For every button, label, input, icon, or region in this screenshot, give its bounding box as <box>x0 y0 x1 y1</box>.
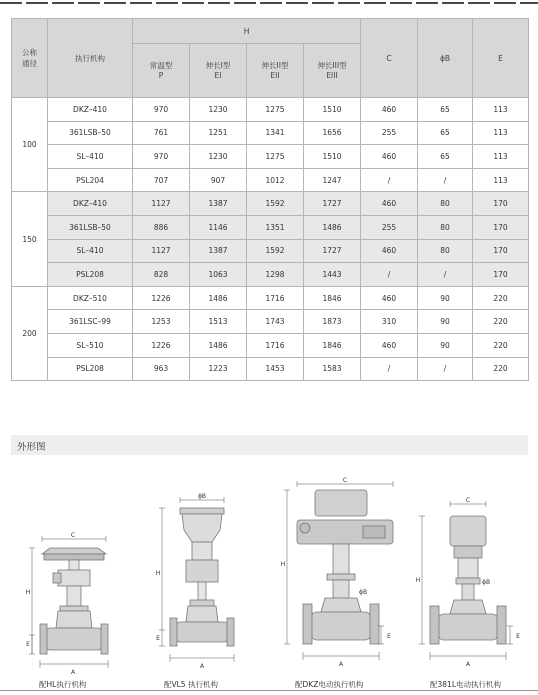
value-cell: 1341 <box>247 121 304 145</box>
value-cell: 1443 <box>304 263 361 287</box>
table-row <box>12 192 529 216</box>
dim-label-h: H <box>155 570 161 577</box>
dim-label-c: C <box>342 477 348 484</box>
value-cell: 170 <box>473 263 529 287</box>
value-cell: 1251 <box>190 121 247 145</box>
value-cell: 1453 <box>247 357 304 381</box>
value-cell: / <box>361 357 418 381</box>
top-rule <box>0 0 538 6</box>
value-cell: 1127 <box>133 239 190 263</box>
value-cell: 1146 <box>190 215 247 239</box>
value-cell: 1223 <box>190 357 247 381</box>
value-cell: 1656 <box>304 121 361 145</box>
dim-label-e: E <box>516 633 520 640</box>
table-row <box>12 357 529 381</box>
value-cell: 970 <box>133 145 190 169</box>
actuator-cell: 361LSC–99 <box>48 310 133 334</box>
table-group-150 <box>12 192 529 286</box>
table-row <box>12 333 529 357</box>
dim-label-a: A <box>199 663 205 670</box>
value-cell: 1298 <box>247 263 304 287</box>
dim-label-h: H <box>280 561 286 568</box>
actuator-cell: PSL208 <box>48 357 133 381</box>
header-B: ϕB <box>418 19 473 98</box>
table-row <box>12 239 529 263</box>
value-cell: 970 <box>133 98 190 122</box>
diameter-cell: 100 <box>12 98 48 192</box>
value-cell: 170 <box>473 239 529 263</box>
figure-381l-actuator <box>412 490 532 676</box>
value-cell: 1486 <box>304 215 361 239</box>
header-h-eiii: 伸长III型 EIII <box>304 44 361 98</box>
header-h-p: 常温型 P <box>133 44 190 98</box>
diameter-cell: 150 <box>12 192 48 286</box>
dim-label-a: A <box>465 661 471 668</box>
value-cell: 113 <box>473 145 529 169</box>
value-cell: 1253 <box>133 310 190 334</box>
value-cell: 80 <box>418 192 473 216</box>
value-cell: 1127 <box>133 192 190 216</box>
table-group-200 <box>12 286 529 380</box>
value-cell: 460 <box>361 192 418 216</box>
value-cell: 220 <box>473 333 529 357</box>
value-cell: 65 <box>418 145 473 169</box>
figure-vl5-actuator <box>150 490 250 676</box>
value-cell: 886 <box>133 215 190 239</box>
actuator-cell: PSL208 <box>48 263 133 287</box>
value-cell: 90 <box>418 310 473 334</box>
value-cell: 1510 <box>304 98 361 122</box>
value-cell: 170 <box>473 192 529 216</box>
value-cell: 1230 <box>190 98 247 122</box>
dim-label-b: ϕB <box>482 579 491 586</box>
value-cell: 65 <box>418 98 473 122</box>
actuator-cell: DKZ–410 <box>48 98 133 122</box>
actuator-cell: PSL204 <box>48 168 133 192</box>
value-cell: 1592 <box>247 192 304 216</box>
value-cell: / <box>361 168 418 192</box>
header-C: C <box>361 19 418 98</box>
bottom-rule <box>0 690 538 691</box>
dim-label-h: H <box>25 589 31 596</box>
value-cell: / <box>418 263 473 287</box>
value-cell: 80 <box>418 215 473 239</box>
value-cell: 1226 <box>133 333 190 357</box>
value-cell: 220 <box>473 286 529 310</box>
value-cell: 761 <box>133 121 190 145</box>
value-cell: 460 <box>361 333 418 357</box>
table-row <box>12 286 529 310</box>
value-cell: 1873 <box>304 310 361 334</box>
value-cell: 460 <box>361 239 418 263</box>
figure-dkz-actuator <box>275 476 405 676</box>
actuator-cell: DKZ–410 <box>48 192 133 216</box>
value-cell: / <box>418 168 473 192</box>
table-row <box>12 145 529 169</box>
table-row <box>12 215 529 239</box>
table-row <box>12 263 529 287</box>
actuator-cell: SL–510 <box>48 333 133 357</box>
value-cell: 460 <box>361 98 418 122</box>
caption-vl5: 配VL5 执行机构 <box>164 680 218 689</box>
actuator-cell: 361LSB–50 <box>48 215 133 239</box>
section-title: 外形图 <box>17 442 46 453</box>
value-cell: 1387 <box>190 192 247 216</box>
value-cell: 907 <box>190 168 247 192</box>
actuator-cell: SL–410 <box>48 239 133 263</box>
value-cell: 90 <box>418 286 473 310</box>
value-cell: 1716 <box>247 286 304 310</box>
value-cell: 1351 <box>247 215 304 239</box>
header-diameter: 公称 通径 <box>12 19 48 98</box>
actuator-cell: SL–410 <box>48 145 133 169</box>
value-cell: 1012 <box>247 168 304 192</box>
value-cell: 220 <box>473 310 529 334</box>
table-row <box>12 168 529 192</box>
value-cell: 828 <box>133 263 190 287</box>
value-cell: 460 <box>361 145 418 169</box>
value-cell: 90 <box>418 333 473 357</box>
dim-label-e: E <box>387 633 391 640</box>
value-cell: 1275 <box>247 98 304 122</box>
value-cell: 1513 <box>190 310 247 334</box>
caption-dkz: 配DKZ电动执行机构 <box>295 680 364 689</box>
figure-hl-actuator <box>20 528 120 676</box>
value-cell: 255 <box>361 121 418 145</box>
value-cell: 113 <box>473 168 529 192</box>
dim-label-a: A <box>70 669 76 676</box>
dim-label-e: E <box>26 641 30 648</box>
value-cell: 1510 <box>304 145 361 169</box>
value-cell: 1063 <box>190 263 247 287</box>
table-row <box>12 310 529 334</box>
value-cell: 1846 <box>304 333 361 357</box>
value-cell: 1486 <box>190 286 247 310</box>
actuator-cell: 361LSB–50 <box>48 121 133 145</box>
value-cell: 1247 <box>304 168 361 192</box>
value-cell: 80 <box>418 239 473 263</box>
value-cell: 1226 <box>133 286 190 310</box>
value-cell: / <box>361 263 418 287</box>
value-cell: 1230 <box>190 145 247 169</box>
dim-label-c: C <box>465 497 471 504</box>
value-cell: 1846 <box>304 286 361 310</box>
dim-label-h: H <box>415 577 421 584</box>
header-H: H <box>133 19 361 44</box>
actuator-cell: DKZ–510 <box>48 286 133 310</box>
value-cell: 113 <box>473 98 529 122</box>
value-cell: / <box>418 357 473 381</box>
value-cell: 1583 <box>304 357 361 381</box>
value-cell: 1275 <box>247 145 304 169</box>
value-cell: 255 <box>361 215 418 239</box>
value-cell: 1486 <box>190 333 247 357</box>
dim-label-e: E <box>156 635 160 642</box>
header-h-eii: 伸长II型 EII <box>247 44 304 98</box>
value-cell: 963 <box>133 357 190 381</box>
value-cell: 707 <box>133 168 190 192</box>
caption-hl: 配HL执行机构 <box>39 680 87 689</box>
caption-381l: 配381L电动执行机构 <box>430 680 501 689</box>
value-cell: 1592 <box>247 239 304 263</box>
dim-label-a: A <box>338 661 344 668</box>
value-cell: 220 <box>473 357 529 381</box>
diameter-cell: 200 <box>12 286 48 380</box>
value-cell: 1387 <box>190 239 247 263</box>
header-h-ei: 伸长I型 EI <box>190 44 247 98</box>
table-row <box>12 121 529 145</box>
value-cell: 1727 <box>304 239 361 263</box>
header-E: E <box>473 19 529 98</box>
value-cell: 1727 <box>304 192 361 216</box>
header-actuator: 执行机构 <box>48 19 133 98</box>
table-group-100 <box>12 98 529 192</box>
value-cell: 1743 <box>247 310 304 334</box>
dim-label-b: ϕB <box>197 493 207 500</box>
spec-table <box>11 18 529 381</box>
table-row <box>12 98 529 122</box>
dim-label-b: ϕB <box>359 589 368 596</box>
value-cell: 310 <box>361 310 418 334</box>
value-cell: 460 <box>361 286 418 310</box>
value-cell: 65 <box>418 121 473 145</box>
dim-label-c: C <box>70 532 76 539</box>
value-cell: 1716 <box>247 333 304 357</box>
value-cell: 170 <box>473 215 529 239</box>
section-header <box>11 435 528 455</box>
value-cell: 113 <box>473 121 529 145</box>
